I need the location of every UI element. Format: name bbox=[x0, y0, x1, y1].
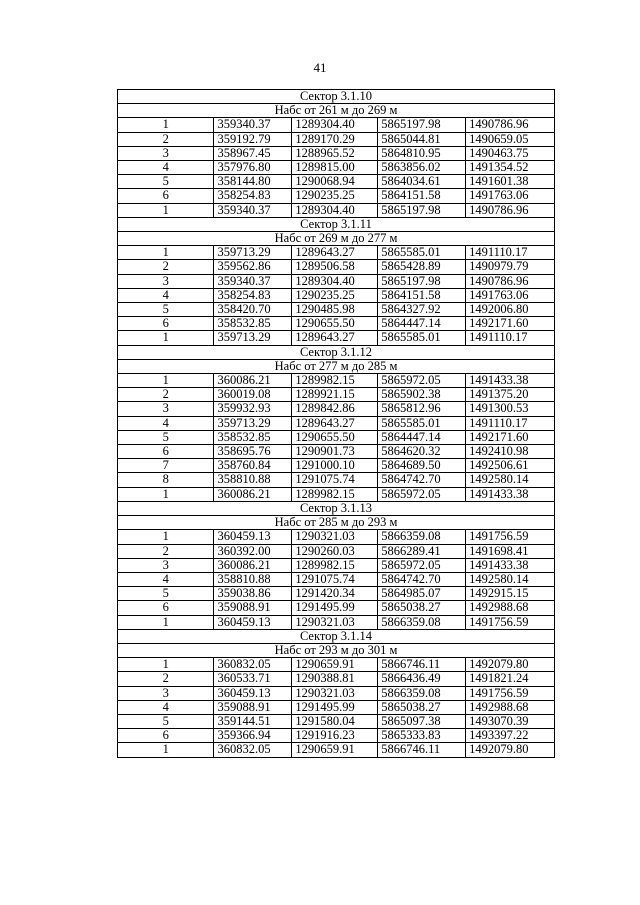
coordinate-cell: 5865972.05 bbox=[378, 487, 466, 501]
table-row bbox=[118, 587, 555, 601]
coordinate-cell: 359340.37 bbox=[214, 274, 292, 288]
coordinate-cell: 1491821.24 bbox=[466, 672, 555, 686]
coordinate-cell: 5864034.61 bbox=[378, 175, 466, 189]
coordinate-cell: 360533.71 bbox=[214, 672, 292, 686]
coordinate-cell: 358144.80 bbox=[214, 175, 292, 189]
coordinate-cell: 1290321.03 bbox=[292, 615, 378, 629]
point-number-cell: 1 bbox=[118, 246, 214, 260]
coordinate-cell: 1491756.59 bbox=[466, 686, 555, 700]
coordinate-cell: 359192.79 bbox=[214, 132, 292, 146]
coordinate-cell: 5864151.58 bbox=[378, 189, 466, 203]
sector-title: Сектор 3.1.10 bbox=[118, 90, 555, 104]
coordinate-cell: 359366.94 bbox=[214, 729, 292, 743]
coordinate-cell: 359562.86 bbox=[214, 260, 292, 274]
sector-title: Сектор 3.1.11 bbox=[118, 217, 555, 231]
table-row bbox=[118, 317, 555, 331]
table-row bbox=[118, 530, 555, 544]
coordinate-cell: 1289921.15 bbox=[292, 388, 378, 402]
coordinate-cell: 1290659.91 bbox=[292, 658, 378, 672]
coordinate-cell: 1492006.80 bbox=[466, 303, 555, 317]
coordinate-cell: 5864620.32 bbox=[378, 445, 466, 459]
point-number-cell: 3 bbox=[118, 146, 214, 160]
table-row bbox=[118, 388, 555, 402]
coordinate-cell: 1291075.74 bbox=[292, 572, 378, 586]
coordinates-table bbox=[117, 89, 555, 758]
point-number-cell: 1 bbox=[118, 615, 214, 629]
coordinate-cell: 358254.83 bbox=[214, 189, 292, 203]
point-number-cell: 2 bbox=[118, 260, 214, 274]
coordinate-cell: 1491300.53 bbox=[466, 402, 555, 416]
table-row bbox=[118, 601, 555, 615]
coordinate-cell: 1290321.03 bbox=[292, 686, 378, 700]
coordinate-cell: 5865972.05 bbox=[378, 558, 466, 572]
coordinate-cell: 1491433.38 bbox=[466, 487, 555, 501]
coordinate-cell: 5865197.98 bbox=[378, 203, 466, 217]
coordinate-cell: 1491375.20 bbox=[466, 388, 555, 402]
sector-title: Сектор 3.1.12 bbox=[118, 345, 555, 359]
coordinate-cell: 1291000.10 bbox=[292, 459, 378, 473]
coordinate-cell: 5866436.49 bbox=[378, 672, 466, 686]
table-row bbox=[118, 203, 555, 217]
coordinate-cell: 1290235.25 bbox=[292, 189, 378, 203]
coordinate-cell: 359713.29 bbox=[214, 416, 292, 430]
coordinate-cell: 1290655.50 bbox=[292, 430, 378, 444]
point-number-cell: 1 bbox=[118, 118, 214, 132]
coordinate-cell: 5865585.01 bbox=[378, 331, 466, 345]
point-number-cell: 2 bbox=[118, 132, 214, 146]
coordinate-cell: 1491756.59 bbox=[466, 530, 555, 544]
table-row bbox=[118, 615, 555, 629]
coordinate-cell: 359340.37 bbox=[214, 118, 292, 132]
table-row bbox=[118, 146, 555, 160]
point-number-cell: 7 bbox=[118, 459, 214, 473]
coordinate-cell: 358420.70 bbox=[214, 303, 292, 317]
coordinate-cell: 1289982.15 bbox=[292, 487, 378, 501]
coordinate-cell: 1490786.96 bbox=[466, 118, 555, 132]
coordinate-cell: 1491110.17 bbox=[466, 246, 555, 260]
coordinate-cell: 1492988.68 bbox=[466, 700, 555, 714]
point-number-cell: 1 bbox=[118, 487, 214, 501]
coordinate-cell: 358760.84 bbox=[214, 459, 292, 473]
coordinate-cell: 5865585.01 bbox=[378, 416, 466, 430]
coordinate-cell: 5866746.11 bbox=[378, 743, 466, 757]
coordinate-cell: 1290901.73 bbox=[292, 445, 378, 459]
coordinate-cell: 1291420.34 bbox=[292, 587, 378, 601]
table-row bbox=[118, 672, 555, 686]
table-row bbox=[118, 402, 555, 416]
coordinate-cell: 358254.83 bbox=[214, 288, 292, 302]
coordinate-cell: 360832.05 bbox=[214, 743, 292, 757]
table-row bbox=[118, 288, 555, 302]
coordinate-cell: 1493070.39 bbox=[466, 714, 555, 728]
table-row bbox=[118, 189, 555, 203]
point-number-cell: 4 bbox=[118, 572, 214, 586]
point-number-cell: 4 bbox=[118, 288, 214, 302]
table-row bbox=[118, 544, 555, 558]
coordinate-cell: 1290260.03 bbox=[292, 544, 378, 558]
point-number-cell: 3 bbox=[118, 274, 214, 288]
coordinate-cell: 1291495.99 bbox=[292, 601, 378, 615]
table-row bbox=[118, 246, 555, 260]
table-row bbox=[118, 132, 555, 146]
coordinate-cell: 1490786.96 bbox=[466, 203, 555, 217]
point-number-cell: 6 bbox=[118, 317, 214, 331]
point-number-cell: 2 bbox=[118, 388, 214, 402]
coordinate-cell: 359088.91 bbox=[214, 700, 292, 714]
coordinate-cell: 1490463.75 bbox=[466, 146, 555, 160]
point-number-cell: 1 bbox=[118, 331, 214, 345]
coordinate-cell: 5865197.98 bbox=[378, 118, 466, 132]
coordinate-cell: 1289982.15 bbox=[292, 374, 378, 388]
point-number-cell: 4 bbox=[118, 700, 214, 714]
coordinate-cell: 1491763.06 bbox=[466, 189, 555, 203]
point-number-cell: 2 bbox=[118, 544, 214, 558]
coordinate-cell: 358810.88 bbox=[214, 473, 292, 487]
table-row bbox=[118, 374, 555, 388]
point-number-cell: 1 bbox=[118, 203, 214, 217]
sector-height-range: Набс от 277 м до 285 м bbox=[118, 359, 555, 373]
coordinate-cell: 358532.85 bbox=[214, 317, 292, 331]
coordinate-cell: 1492079.80 bbox=[466, 743, 555, 757]
point-number-cell: 5 bbox=[118, 430, 214, 444]
sector-title: Сектор 3.1.13 bbox=[118, 501, 555, 515]
coordinate-cell: 5864689.50 bbox=[378, 459, 466, 473]
coordinate-cell: 1290321.03 bbox=[292, 530, 378, 544]
table-row bbox=[118, 175, 555, 189]
table-row bbox=[118, 700, 555, 714]
coordinate-cell: 1289842.86 bbox=[292, 402, 378, 416]
coordinate-cell: 1289815.00 bbox=[292, 161, 378, 175]
coordinate-cell: 1291580.04 bbox=[292, 714, 378, 728]
coordinate-cell: 1491763.06 bbox=[466, 288, 555, 302]
coordinate-cell: 5865902.38 bbox=[378, 388, 466, 402]
coordinate-cell: 1289304.40 bbox=[292, 118, 378, 132]
coordinate-cell: 1491756.59 bbox=[466, 615, 555, 629]
table-row bbox=[118, 303, 555, 317]
point-number-cell: 6 bbox=[118, 729, 214, 743]
table-row bbox=[118, 572, 555, 586]
point-number-cell: 6 bbox=[118, 189, 214, 203]
coordinate-cell: 359713.29 bbox=[214, 331, 292, 345]
coordinate-cell: 5865972.05 bbox=[378, 374, 466, 388]
coordinate-cell: 1289982.15 bbox=[292, 558, 378, 572]
point-number-cell: 1 bbox=[118, 743, 214, 757]
sector-range-row bbox=[118, 359, 555, 373]
coordinate-cell: 1288965.52 bbox=[292, 146, 378, 160]
coordinate-cell: 1290659.91 bbox=[292, 743, 378, 757]
coordinate-cell: 5864742.70 bbox=[378, 572, 466, 586]
coordinate-cell: 5865197.98 bbox=[378, 274, 466, 288]
coordinate-cell: 5866289.41 bbox=[378, 544, 466, 558]
coordinate-cell: 359713.29 bbox=[214, 246, 292, 260]
coordinate-cell: 5866746.11 bbox=[378, 658, 466, 672]
point-number-cell: 1 bbox=[118, 374, 214, 388]
coordinate-cell: 358967.45 bbox=[214, 146, 292, 160]
coordinate-cell: 1290485.98 bbox=[292, 303, 378, 317]
coordinate-cell: 1289304.40 bbox=[292, 274, 378, 288]
coordinate-cell: 360459.13 bbox=[214, 686, 292, 700]
coordinate-cell: 5864327.92 bbox=[378, 303, 466, 317]
sector-height-range: Набс от 261 м до 269 м bbox=[118, 104, 555, 118]
coordinate-cell: 1493397.22 bbox=[466, 729, 555, 743]
coordinate-cell: 359144.51 bbox=[214, 714, 292, 728]
coordinate-cell: 1289643.27 bbox=[292, 246, 378, 260]
coordinate-cell: 5864151.58 bbox=[378, 288, 466, 302]
coordinate-cell: 360086.21 bbox=[214, 487, 292, 501]
coordinate-cell: 1492580.14 bbox=[466, 572, 555, 586]
point-number-cell: 6 bbox=[118, 601, 214, 615]
sector-title-row bbox=[118, 629, 555, 643]
sector-title: Сектор 3.1.14 bbox=[118, 629, 555, 643]
point-number-cell: 5 bbox=[118, 303, 214, 317]
coordinate-cell: 1491601.38 bbox=[466, 175, 555, 189]
table-row bbox=[118, 473, 555, 487]
coordinate-cell: 1490786.96 bbox=[466, 274, 555, 288]
coordinate-cell: 358695.76 bbox=[214, 445, 292, 459]
coordinate-cell: 358810.88 bbox=[214, 572, 292, 586]
point-number-cell: 3 bbox=[118, 686, 214, 700]
coordinate-cell: 358532.85 bbox=[214, 430, 292, 444]
coordinate-cell: 5865812.96 bbox=[378, 402, 466, 416]
coordinate-cell: 5864447.14 bbox=[378, 430, 466, 444]
coordinate-cell: 1491110.17 bbox=[466, 416, 555, 430]
table-row bbox=[118, 686, 555, 700]
point-number-cell: 6 bbox=[118, 445, 214, 459]
coordinate-cell: 1289643.27 bbox=[292, 331, 378, 345]
point-number-cell: 5 bbox=[118, 587, 214, 601]
table-row bbox=[118, 118, 555, 132]
coordinate-cell: 5865038.27 bbox=[378, 700, 466, 714]
coordinate-cell: 5865333.83 bbox=[378, 729, 466, 743]
coordinate-cell: 359038.86 bbox=[214, 587, 292, 601]
coordinate-cell: 5865038.27 bbox=[378, 601, 466, 615]
coordinate-cell: 1491433.38 bbox=[466, 374, 555, 388]
coordinate-cell: 1492410.98 bbox=[466, 445, 555, 459]
point-number-cell: 3 bbox=[118, 558, 214, 572]
coordinate-cell: 5864742.70 bbox=[378, 473, 466, 487]
table-row bbox=[118, 658, 555, 672]
coordinate-cell: 360086.21 bbox=[214, 374, 292, 388]
coordinate-cell: 1492079.80 bbox=[466, 658, 555, 672]
table-row bbox=[118, 331, 555, 345]
point-number-cell: 3 bbox=[118, 402, 214, 416]
table-row bbox=[118, 459, 555, 473]
point-number-cell: 5 bbox=[118, 714, 214, 728]
coordinate-cell: 360019.08 bbox=[214, 388, 292, 402]
coordinate-cell: 1290388.81 bbox=[292, 672, 378, 686]
coordinate-cell: 1289304.40 bbox=[292, 203, 378, 217]
table-row bbox=[118, 260, 555, 274]
sector-range-row bbox=[118, 104, 555, 118]
table-row bbox=[118, 430, 555, 444]
sector-title-row bbox=[118, 90, 555, 104]
coordinate-cell: 1289643.27 bbox=[292, 416, 378, 430]
coordinate-cell: 359932.93 bbox=[214, 402, 292, 416]
sector-height-range: Набс от 293 м до 301 м bbox=[118, 643, 555, 657]
coordinate-cell: 1492580.14 bbox=[466, 473, 555, 487]
coordinate-cell: 5865585.01 bbox=[378, 246, 466, 260]
coordinate-cell: 5866359.08 bbox=[378, 530, 466, 544]
coordinate-cell: 359088.91 bbox=[214, 601, 292, 615]
sector-range-row bbox=[118, 643, 555, 657]
coordinate-cell: 360392.00 bbox=[214, 544, 292, 558]
coordinate-cell: 1491433.38 bbox=[466, 558, 555, 572]
point-number-cell: 4 bbox=[118, 161, 214, 175]
sector-title-row bbox=[118, 501, 555, 515]
coordinate-cell: 360459.13 bbox=[214, 530, 292, 544]
coordinate-cell: 1291495.99 bbox=[292, 700, 378, 714]
sector-height-range: Набс от 285 м до 293 м bbox=[118, 516, 555, 530]
table-row bbox=[118, 416, 555, 430]
table-row bbox=[118, 714, 555, 728]
point-number-cell: 8 bbox=[118, 473, 214, 487]
sector-height-range: Набс от 269 м до 277 м bbox=[118, 232, 555, 246]
table-row bbox=[118, 743, 555, 757]
coordinate-cell: 5866359.08 bbox=[378, 615, 466, 629]
table-row bbox=[118, 487, 555, 501]
table-row bbox=[118, 558, 555, 572]
coordinate-cell: 360832.05 bbox=[214, 658, 292, 672]
coordinate-cell: 1290068.94 bbox=[292, 175, 378, 189]
coordinate-cell: 5864985.07 bbox=[378, 587, 466, 601]
coordinate-cell: 1492915.15 bbox=[466, 587, 555, 601]
coordinate-cell: 1290235.25 bbox=[292, 288, 378, 302]
coordinate-cell: 1290655.50 bbox=[292, 317, 378, 331]
sector-title-row bbox=[118, 345, 555, 359]
coordinate-cell: 1490979.79 bbox=[466, 260, 555, 274]
point-number-cell: 5 bbox=[118, 175, 214, 189]
coordinate-cell: 1492506.61 bbox=[466, 459, 555, 473]
point-number-cell: 1 bbox=[118, 658, 214, 672]
coordinate-cell: 5865428.89 bbox=[378, 260, 466, 274]
coordinate-cell: 1491354.52 bbox=[466, 161, 555, 175]
coordinate-cell: 1291075.74 bbox=[292, 473, 378, 487]
coordinate-cell: 1491110.17 bbox=[466, 331, 555, 345]
coordinate-cell: 1291916.23 bbox=[292, 729, 378, 743]
coordinate-cell: 359340.37 bbox=[214, 203, 292, 217]
coordinate-cell: 5864447.14 bbox=[378, 317, 466, 331]
coordinate-cell: 360459.13 bbox=[214, 615, 292, 629]
table-row bbox=[118, 445, 555, 459]
coordinate-cell: 5863856.02 bbox=[378, 161, 466, 175]
point-number-cell: 2 bbox=[118, 672, 214, 686]
table-row bbox=[118, 161, 555, 175]
coordinate-cell: 5865044.81 bbox=[378, 132, 466, 146]
coordinates-table-body bbox=[118, 90, 555, 758]
coordinate-cell: 1492171.60 bbox=[466, 430, 555, 444]
table-row bbox=[118, 729, 555, 743]
sector-title-row bbox=[118, 217, 555, 231]
coordinate-cell: 5865097.38 bbox=[378, 714, 466, 728]
coordinate-cell: 1289506.58 bbox=[292, 260, 378, 274]
coordinate-cell: 357976.80 bbox=[214, 161, 292, 175]
point-number-cell: 1 bbox=[118, 530, 214, 544]
sector-range-row bbox=[118, 232, 555, 246]
coordinate-cell: 1289170.29 bbox=[292, 132, 378, 146]
coordinate-cell: 1490659.05 bbox=[466, 132, 555, 146]
page-number: 41 bbox=[313, 60, 327, 75]
coordinate-cell: 5866359.08 bbox=[378, 686, 466, 700]
point-number-cell: 4 bbox=[118, 416, 214, 430]
coordinate-cell: 1492988.68 bbox=[466, 601, 555, 615]
coordinate-cell: 1491698.41 bbox=[466, 544, 555, 558]
coordinate-cell: 360086.21 bbox=[214, 558, 292, 572]
coordinate-cell: 1492171.60 bbox=[466, 317, 555, 331]
coordinate-cell: 5864810.95 bbox=[378, 146, 466, 160]
sector-range-row bbox=[118, 516, 555, 530]
table-row bbox=[118, 274, 555, 288]
